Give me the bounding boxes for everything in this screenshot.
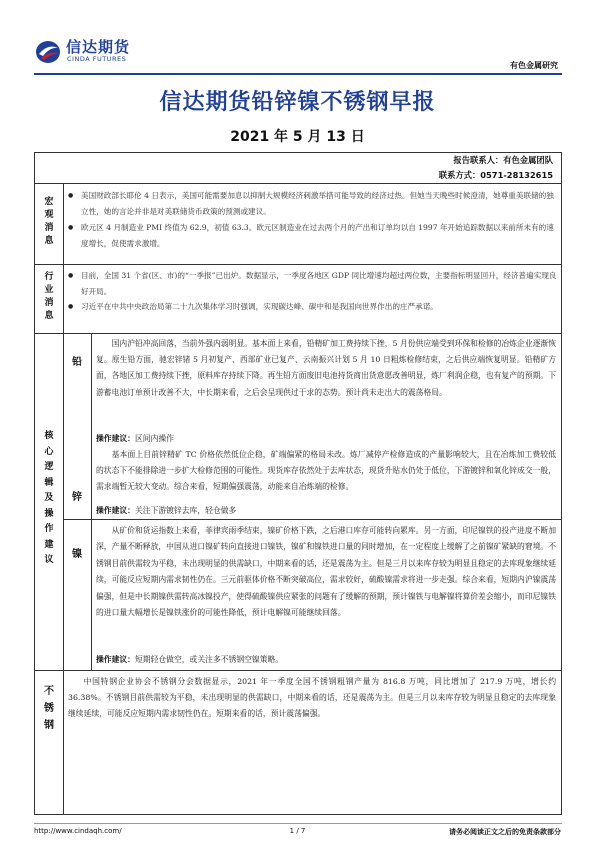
company-logo [34, 36, 154, 72]
divider-lead [63, 519, 561, 520]
industry-news-list [67, 268, 557, 315]
divider-industry [35, 333, 561, 334]
list-item: ● 欧元区 4 月制造业 PMI 终值为 62.9，初值 63.3。欧元区制造业在过去两个月的产出和订单均以自 1997 年开始追踪数据以来前所未有的速度增长，促使需求激增。 [67, 220, 557, 252]
contact-phone: 联系方式：0571-28132615 [438, 170, 553, 180]
report-body-frame [34, 152, 562, 815]
cinda-logo-icon [34, 39, 62, 65]
logo-chinese-name: 信达期货 [66, 38, 131, 56]
report-date: 2021 年 5 月 13 日 [230, 129, 365, 145]
lead-analysis: 国内沪铅冲高回落，当前外强内弱明显。基本面上来看，铅精矿加工费持续下挫，5 月份供应端受到环保和检修的冶炼企业逐渐恢复。原生铅方面，驰宏锌锗 5 月初复产、西部矿业已复产、云南振兴计划 5 月 10 日粗炼检修结束，之后供应端恢复明显。铅精矿方面，各地区加工费持续下挫，原料库存持续下降。再生铅方面废旧电池持货商出货意愿改善明显，炼厂利润企稳，也有复产的预期。下游蓄电池订单预计改善不大，中长期来看，之后会呈现供过于求的态势。预计尚未走出大的震荡格局。 [96, 339, 557, 397]
nickel-advice: 操作建议：短期轻仓做空，或关注多不锈钢空镍策略。 [96, 655, 284, 664]
section-label-core: 核 心 逻 辑 及 操 作 建 议 [44, 431, 54, 565]
list-item: ● 习近平在中共中央政治局第二十九次集体学习时强调，实现碳达峰、碳中和是我国向世界作出的庄严承诺。 [67, 299, 557, 315]
lead-advice: 操作建议：区间内操作 [96, 434, 174, 443]
zinc-advice: 操作建议：关注下游镀锌去库，轻仓做多 [96, 506, 237, 515]
footer-disclaimer: 请务必阅读正文之后的免责条款部分 [449, 828, 561, 836]
list-item: ● 美国财政部长耶伦 4 日表示，美国可能需要加息以抑制大规模经济刺激举措可能导致的经济过热。但她当天晚些时候澄清，她尊重美联储的独立性，她的言论并非是对美联储货币政策的预测或建议。 [67, 188, 557, 220]
stainless-analysis: 中国特钢企业协会不锈钢分会数据显示，2021 年一季度全国不锈钢粗钢产量为 816.8 万吨，同比增加了 217.9 万吨，增长约 36.38%。不锈钢目前供需较为平稳，未出现明显的供需缺口，中期来看的话，还是震荡为主。但是三月以来库存较为明显且稳定的去库现象继续延续，可能反应短期内需求韧性仍在。短期来看的话，预计震荡偏强。 [68, 677, 556, 719]
footer-divider [34, 823, 562, 824]
zinc-analysis: 基本面上目前锌精矿 TC 价格依然低位企稳，矿端偏紧的格局未改。炼厂减停产检修造成的产量影响较大，且在冶炼加工费较低的状态下不能排除进一步扩大检修范围的可能性。现货库存依然处于去库状态，现货升贴水仍处于低位，下游镀锌和氧化锌成交一般，需求端暂无较大变动。综合来看，短期偏强震荡，动能来自冶炼端的检修。 [96, 450, 557, 492]
logo-english-name: CINDA FUTURES [67, 55, 127, 63]
macro-news-list [67, 188, 557, 252]
nickel-analysis: 从矿价和货运指数上来看，菲律宾雨季结束，镍矿价格下跌，之后港口库存可能转向累库。另一方面，印尼镍铁的投产进度不断加深，产量不断释放，中国从进口镍矿转向直接进口镍铁，镍矿和镍铁进口量的同时增加，在一定程度上缓解了之前镍矿紧缺的窘境。不锈钢目前供需较为平稳，未出现明显的供需缺口，中期来看的话，还是震荡为主。但是三月以来库存较为明显且稳定的去库现象继续延续，可能反应短期内需求韧性仍在。三元前驱体价格不断突破高位，需求较好，硫酸镍需求将进一步走强。综合来看，短期内沪镍震荡偏强，但是中长期镍供需转高冰镍投产，使得硫酸镍供应紧张的问题有了缓解的预期，预计镍铁与电解镍将算价差会缩小，而印尼镍铁的进口量大幅增长是镍铁涨价的可能性降低，预计电解镍可能继续回落。 [96, 526, 557, 618]
report-title: 信达期货铅锌镍不锈钢早报 [159, 90, 436, 115]
report-category: 有色金属研究 [510, 61, 558, 70]
divider-contact [35, 183, 561, 184]
page-number: 1 / 7 [289, 827, 306, 835]
divider-core [35, 670, 561, 671]
footer-website-link[interactable]: http://www.cindaqh.com/ [34, 827, 122, 835]
section-label-industry: 行 业 消 息 [44, 272, 54, 321]
list-item: ● 目前，全国 31 个省(区、市)的“一季报”已出炉。数据显示，一季度各地区 GDP 同比增速均超过两位数，主要指标明显回升，经济普遍实现良好开局。 [67, 268, 557, 299]
page-header [34, 36, 562, 72]
metal-label-zinc: 锌 [72, 492, 82, 503]
contact-block [439, 153, 553, 183]
header-divider [34, 73, 562, 75]
divider-macro [35, 264, 561, 265]
contact-team: 报告联系人：有色金属团队 [453, 155, 553, 165]
metal-label-lead: 铅 [72, 357, 82, 368]
section-label-macro: 宏 观 消 息 [44, 197, 54, 246]
divider-metal-column [91, 333, 92, 670]
metal-label-nickel: 镍 [72, 549, 82, 560]
section-label-stainless: 不 锈 钢 [44, 686, 54, 731]
